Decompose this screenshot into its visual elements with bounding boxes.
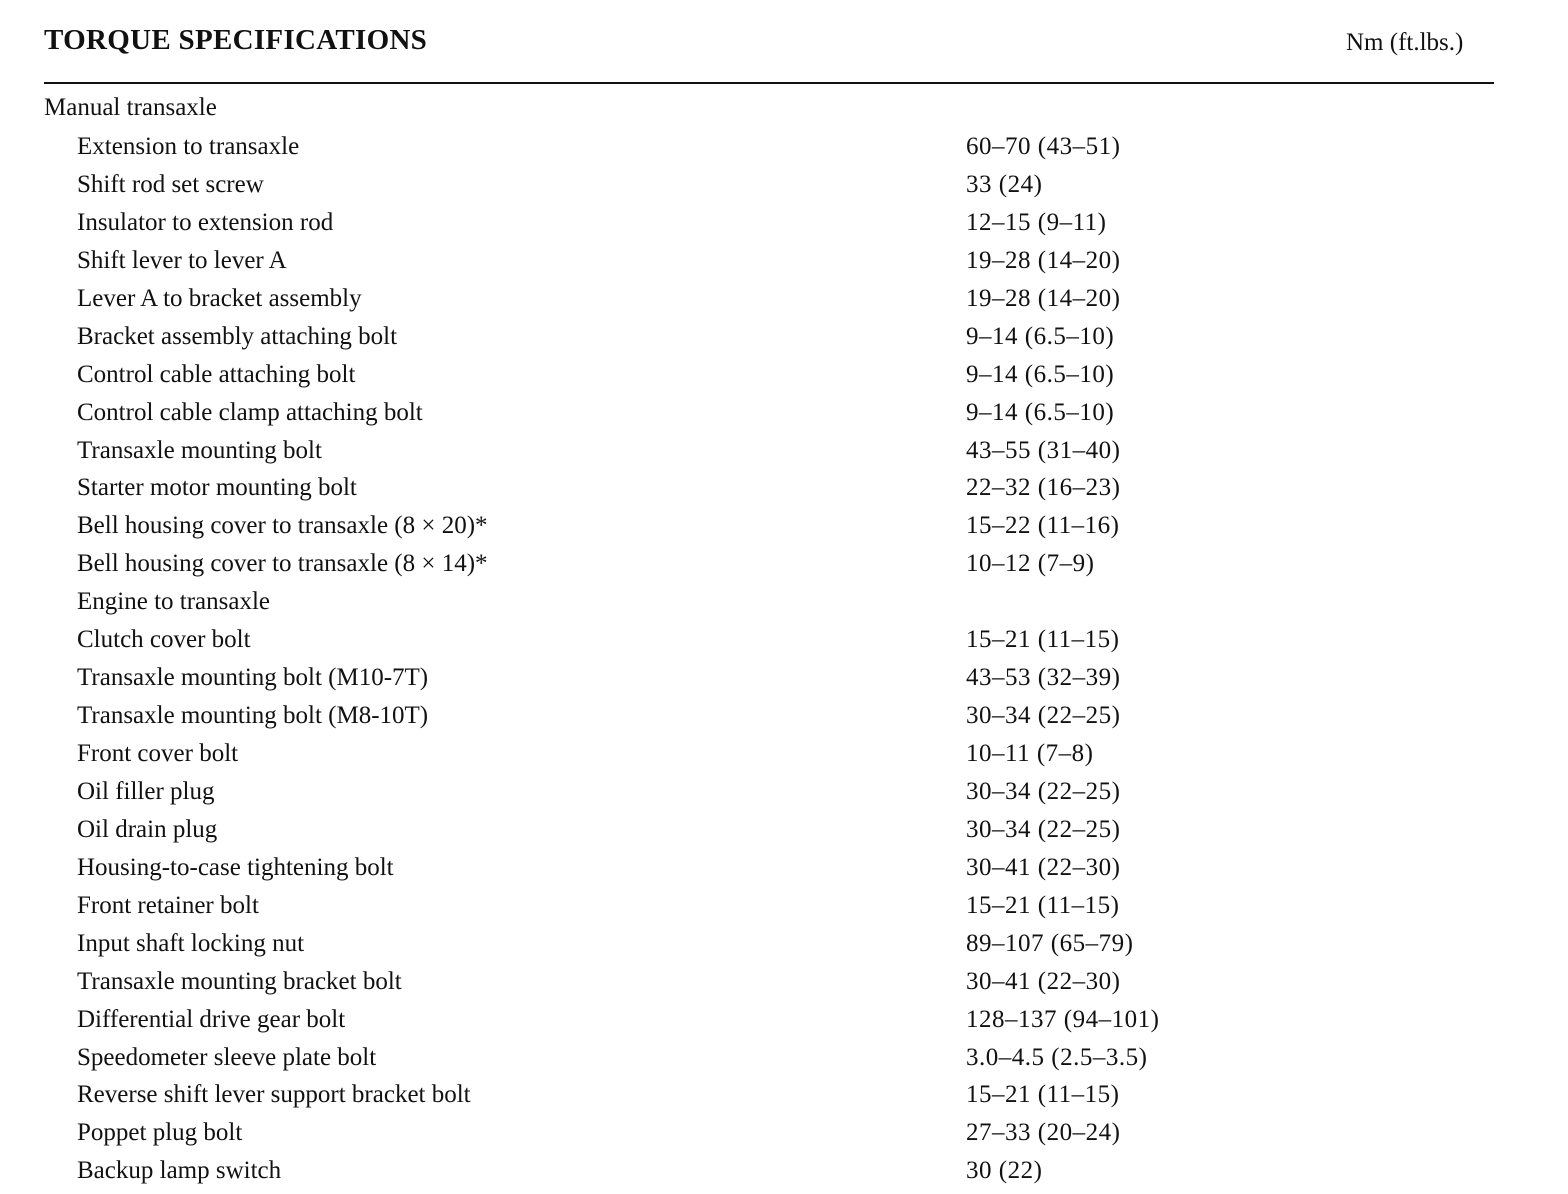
spec-label: Transaxle mounting bolt — [77, 436, 322, 464]
spec-label: Speedometer sleeve plate bolt — [77, 1043, 377, 1071]
spec-label: Control cable clamp attaching bolt — [77, 398, 423, 426]
spec-label: Transaxle mounting bolt (M8-10T) — [77, 702, 429, 730]
table-row — [0, 1039, 1568, 1077]
spec-label: Front cover bolt — [77, 740, 239, 767]
table-row — [0, 697, 1568, 735]
spec-value: 9–14 (6.5–10) — [966, 360, 1115, 388]
spec-value: 19–28 (14–20) — [966, 284, 1121, 312]
spec-label: Oil drain plug — [77, 815, 218, 843]
table-row — [0, 242, 1568, 280]
table-row — [0, 811, 1568, 849]
table-row — [0, 1001, 1568, 1039]
spec-value: 9–14 (6.5–10) — [966, 322, 1115, 350]
table-row — [0, 545, 1568, 583]
spec-value: 10–11 (7–8) — [966, 740, 1094, 767]
spec-label: Shift rod set screw — [77, 170, 264, 198]
table-row — [0, 394, 1568, 432]
spec-value: 30–41 (22–30) — [966, 853, 1121, 881]
table-row — [0, 773, 1568, 811]
spec-label: Oil filler plug — [77, 777, 215, 805]
spec-value: 89–107 (65–79) — [966, 929, 1134, 957]
spec-value: 30 (22) — [966, 1157, 1043, 1185]
spec-label: Shift lever to lever A — [77, 246, 287, 274]
table-row — [0, 735, 1568, 773]
spec-value: 15–21 (11–15) — [966, 1081, 1120, 1109]
spec-label: Backup lamp switch — [77, 1157, 282, 1185]
spec-label: Control cable attaching bolt — [77, 360, 356, 388]
spec-value: 33 (24) — [966, 170, 1043, 198]
table-row — [0, 356, 1568, 394]
table-row — [0, 469, 1568, 507]
spec-label: Transaxle mounting bracket bolt — [77, 967, 402, 995]
spec-value: 12–15 (9–11) — [966, 208, 1107, 236]
table-row — [0, 1114, 1568, 1152]
unit-label: Nm (ft.lbs.) — [1346, 29, 1464, 56]
spec-value: 27–33 (20–24) — [966, 1119, 1121, 1147]
spec-label: Housing-to-case tightening bolt — [77, 853, 394, 881]
spec-label: Clutch cover bolt — [77, 626, 251, 654]
spec-value: 3.0–4.5 (2.5–3.5) — [966, 1043, 1148, 1071]
table-row — [0, 963, 1568, 1001]
table-row — [0, 887, 1568, 925]
spec-value: 30–41 (22–30) — [966, 967, 1121, 995]
spec-label: Reverse shift lever support bracket bolt — [77, 1081, 471, 1109]
header-divider — [44, 82, 1494, 84]
spec-label: Transaxle mounting bolt (M10-7T) — [77, 664, 429, 692]
table-row — [0, 1152, 1568, 1190]
table-row — [0, 166, 1568, 204]
page-title: TORQUE SPECIFICATIONS — [44, 24, 428, 56]
spec-table — [0, 128, 1568, 1190]
spec-value: 19–28 (14–20) — [966, 246, 1121, 274]
table-row — [0, 1076, 1568, 1114]
table-row — [0, 280, 1568, 318]
spec-label: Engine to transaxle — [77, 588, 270, 616]
table-row — [0, 507, 1568, 545]
spec-label: Bracket assembly attaching bolt — [77, 322, 398, 350]
spec-value: 30–34 (22–25) — [966, 777, 1121, 805]
spec-value: 30–34 (22–25) — [966, 815, 1121, 843]
table-row — [0, 318, 1568, 356]
spec-label: Starter motor mounting bolt — [77, 474, 357, 502]
table-row — [0, 583, 1568, 621]
section-title: Manual transaxle — [44, 94, 217, 121]
spec-value: 43–55 (31–40) — [966, 436, 1121, 464]
spec-label: Insulator to extension rod — [77, 208, 334, 236]
table-row — [0, 849, 1568, 887]
spec-value: 30–34 (22–25) — [966, 702, 1121, 730]
spec-label: Bell housing cover to transaxle (8 × 14)* — [77, 550, 488, 578]
spec-label: Bell housing cover to transaxle (8 × 20)* — [77, 512, 488, 540]
table-row — [0, 659, 1568, 697]
spec-label: Input shaft locking nut — [77, 929, 305, 957]
spec-label: Front retainer bolt — [77, 891, 259, 919]
spec-value: 10–12 (7–9) — [966, 550, 1095, 578]
spec-label: Poppet plug bolt — [77, 1119, 243, 1147]
spec-value: 15–21 (11–15) — [966, 626, 1120, 654]
spec-value: 128–137 (94–101) — [966, 1005, 1160, 1033]
spec-value: 60–70 (43–51) — [966, 133, 1121, 160]
table-row — [0, 128, 1568, 166]
table-row — [0, 432, 1568, 470]
table-row — [0, 621, 1568, 659]
spec-value: 9–14 (6.5–10) — [966, 398, 1115, 426]
spec-label: Extension to transaxle — [77, 133, 300, 160]
spec-label: Differential drive gear bolt — [77, 1005, 346, 1033]
spec-value: 15–22 (11–16) — [966, 512, 1120, 540]
spec-value: 15–21 (11–15) — [966, 891, 1120, 919]
table-row — [0, 925, 1568, 963]
table-row — [0, 204, 1568, 242]
spec-value: 43–53 (32–39) — [966, 664, 1121, 692]
spec-label: Lever A to bracket assembly — [77, 284, 362, 312]
spec-value: 22–32 (16–23) — [966, 474, 1121, 502]
